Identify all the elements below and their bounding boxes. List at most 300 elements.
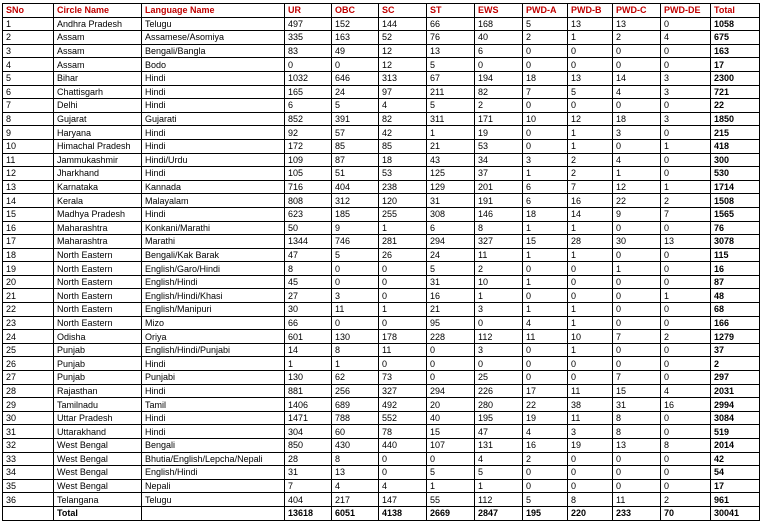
table-cell: 418 — [711, 139, 760, 153]
table-cell: 19 — [568, 439, 613, 453]
table-cell: West Bengal — [54, 466, 142, 480]
table-cell: West Bengal — [54, 452, 142, 466]
table-cell: 5 — [332, 248, 379, 262]
table-cell: 2300 — [711, 71, 760, 85]
table-cell: 76 — [711, 221, 760, 235]
table-cell: 0 — [661, 262, 711, 276]
total-cell — [142, 506, 285, 520]
table-cell: 87 — [332, 153, 379, 167]
table-row — [3, 235, 760, 249]
table-cell: 2 — [523, 31, 568, 45]
table-cell: 14 — [613, 71, 661, 85]
table-cell: Uttar Pradesh — [54, 411, 142, 425]
table-cell: 82 — [475, 85, 523, 99]
table-cell: 0 — [661, 167, 711, 181]
table-cell: 0 — [661, 343, 711, 357]
table-cell: Hindi/Urdu — [142, 153, 285, 167]
table-cell: 21 — [427, 139, 475, 153]
total-cell: 195 — [523, 506, 568, 520]
table-cell: 194 — [475, 71, 523, 85]
table-cell: 4 — [379, 479, 427, 493]
table-cell: 36 — [3, 493, 54, 507]
table-cell: 0 — [568, 58, 613, 72]
table-cell: 850 — [285, 439, 332, 453]
table-cell: North Eastern — [54, 275, 142, 289]
table-cell: 552 — [379, 411, 427, 425]
table-cell: 11 — [3, 153, 54, 167]
table-cell: 18 — [613, 112, 661, 126]
table-cell: 16 — [523, 439, 568, 453]
table-cell: 87 — [711, 275, 760, 289]
table-cell: 530 — [711, 167, 760, 181]
table-cell: 37 — [711, 343, 760, 357]
table-cell: 13 — [568, 17, 613, 31]
table-cell: 0 — [661, 153, 711, 167]
total-cell: 2847 — [475, 506, 523, 520]
table-cell: 13 — [613, 439, 661, 453]
column-header: PWD-A — [523, 4, 568, 18]
total-row — [3, 506, 760, 520]
table-cell: 2014 — [711, 439, 760, 453]
header-row — [3, 4, 760, 18]
table-cell: 297 — [711, 371, 760, 385]
table-cell: 0 — [523, 99, 568, 113]
table-cell: 0 — [661, 17, 711, 31]
table-cell: Delhi — [54, 99, 142, 113]
table-cell: 14 — [568, 207, 613, 221]
table-cell: 67 — [427, 71, 475, 85]
table-cell: 22 — [3, 303, 54, 317]
table-cell: 0 — [661, 479, 711, 493]
table-cell: 8 — [613, 411, 661, 425]
total-cell — [3, 506, 54, 520]
table-cell: 1 — [661, 289, 711, 303]
table-cell: 294 — [427, 384, 475, 398]
column-header: Total — [711, 4, 760, 18]
table-row — [3, 44, 760, 58]
table-cell: 125 — [427, 167, 475, 181]
table-cell: 5 — [3, 71, 54, 85]
table-cell: 4 — [523, 316, 568, 330]
table-cell: English/Manipuri — [142, 303, 285, 317]
table-cell: 7 — [613, 371, 661, 385]
table-cell: Telangana — [54, 493, 142, 507]
table-cell: 18 — [523, 71, 568, 85]
table-cell: 25 — [475, 371, 523, 385]
table-row — [3, 303, 760, 317]
table-cell: 4 — [332, 479, 379, 493]
table-cell: Bhutia/English/Lepcha/Nepali — [142, 452, 285, 466]
table-cell: 11 — [379, 343, 427, 357]
table-cell: 8 — [661, 439, 711, 453]
table-cell: 0 — [568, 289, 613, 303]
table-cell: 28 — [3, 384, 54, 398]
table-cell: English/Hindi — [142, 466, 285, 480]
table-cell: Hindi — [142, 207, 285, 221]
table-cell: Bodo — [142, 58, 285, 72]
table-cell: 60 — [332, 425, 379, 439]
table-cell: 20 — [3, 275, 54, 289]
table-cell: Karnataka — [54, 180, 142, 194]
table-cell: 1 — [568, 248, 613, 262]
table-row — [3, 139, 760, 153]
table-cell: 2 — [475, 262, 523, 276]
table-cell: 25 — [3, 343, 54, 357]
table-cell: 16 — [711, 262, 760, 276]
table-row — [3, 493, 760, 507]
table-row — [3, 289, 760, 303]
table-cell: North Eastern — [54, 303, 142, 317]
table-cell: 0 — [613, 452, 661, 466]
table-cell: 0 — [285, 58, 332, 72]
table-cell: 0 — [661, 126, 711, 140]
table-cell: 11 — [613, 493, 661, 507]
table-cell: Nepali — [142, 479, 285, 493]
table-cell: 76 — [427, 31, 475, 45]
table-cell: 746 — [332, 235, 379, 249]
table-cell: 6 — [427, 221, 475, 235]
table-cell: 10 — [475, 275, 523, 289]
table-cell: 12 — [379, 44, 427, 58]
table-cell: Malayalam — [142, 194, 285, 208]
table-cell: 255 — [379, 207, 427, 221]
table-cell: 3 — [475, 343, 523, 357]
table-cell: 1032 — [285, 71, 332, 85]
table-cell: 2 — [3, 31, 54, 45]
table-cell: 8 — [613, 425, 661, 439]
table-cell: 31 — [285, 466, 332, 480]
table-cell: 0 — [613, 248, 661, 262]
table-cell: 4 — [379, 99, 427, 113]
table-cell: 7 — [285, 479, 332, 493]
table-cell: 881 — [285, 384, 332, 398]
table-cell: 130 — [332, 330, 379, 344]
table-cell: 0 — [661, 452, 711, 466]
table-cell: 1 — [523, 275, 568, 289]
table-cell: 0 — [332, 262, 379, 276]
table-cell: 23 — [3, 316, 54, 330]
table-cell: English/Hindi/Punjabi — [142, 343, 285, 357]
table-cell: 191 — [475, 194, 523, 208]
table-cell: 211 — [427, 85, 475, 99]
table-cell: 808 — [285, 194, 332, 208]
table-row — [3, 439, 760, 453]
table-cell: 1406 — [285, 398, 332, 412]
table-cell: Assamese/Asomiya — [142, 31, 285, 45]
table-cell: Hindi — [142, 139, 285, 153]
table-cell: 78 — [379, 425, 427, 439]
table-cell: Jammukashmir — [54, 153, 142, 167]
table-cell: 24 — [3, 330, 54, 344]
table-cell: 15 — [613, 384, 661, 398]
table-cell: 238 — [379, 180, 427, 194]
table-cell: 17 — [3, 235, 54, 249]
table-cell: Gujarat — [54, 112, 142, 126]
table-cell: Bihar — [54, 71, 142, 85]
table-cell: 4 — [3, 58, 54, 72]
table-cell: 1279 — [711, 330, 760, 344]
column-header: OBC — [332, 4, 379, 18]
table-cell: Andhra Pradesh — [54, 17, 142, 31]
table-cell: Assam — [54, 31, 142, 45]
total-cell: 220 — [568, 506, 613, 520]
table-cell: Telugu — [142, 17, 285, 31]
table-cell: 1 — [427, 479, 475, 493]
table-cell: 10 — [568, 330, 613, 344]
table-cell: 0 — [475, 316, 523, 330]
table-cell: 28 — [285, 452, 332, 466]
table-cell: Bengali/Bangla — [142, 44, 285, 58]
table-cell: 0 — [661, 371, 711, 385]
table-cell: 178 — [379, 330, 427, 344]
table-cell: 83 — [285, 44, 332, 58]
table-cell: 16 — [568, 194, 613, 208]
table-cell: 623 — [285, 207, 332, 221]
table-cell: 3 — [613, 126, 661, 140]
column-header: PWD-DE — [661, 4, 711, 18]
table-cell: Konkani/Marathi — [142, 221, 285, 235]
table-cell: 12 — [379, 58, 427, 72]
total-cell: 6051 — [332, 506, 379, 520]
table-cell: 0 — [523, 139, 568, 153]
table-cell: Chattisgarh — [54, 85, 142, 99]
table-cell: 112 — [475, 330, 523, 344]
table-row — [3, 425, 760, 439]
total-cell: 4138 — [379, 506, 427, 520]
table-cell: 42 — [379, 126, 427, 140]
table-cell: 2 — [568, 167, 613, 181]
table-cell: 38 — [568, 398, 613, 412]
table-cell: 12 — [568, 112, 613, 126]
table-cell: Assam — [54, 58, 142, 72]
table-cell: 3 — [475, 303, 523, 317]
table-cell: 1 — [568, 303, 613, 317]
table-cell: 5 — [427, 99, 475, 113]
table-cell: 1 — [475, 289, 523, 303]
table-cell: 1 — [661, 180, 711, 194]
table-cell: 440 — [379, 439, 427, 453]
table-cell: 2 — [475, 99, 523, 113]
table-cell: 5 — [568, 85, 613, 99]
table-cell: 9 — [613, 207, 661, 221]
table-cell: 85 — [332, 139, 379, 153]
table-cell: 48 — [711, 289, 760, 303]
table-cell: 195 — [475, 411, 523, 425]
table-cell: 115 — [711, 248, 760, 262]
table-cell: 7 — [523, 85, 568, 99]
table-cell: 40 — [427, 411, 475, 425]
table-cell: 3 — [523, 153, 568, 167]
table-cell: Telugu — [142, 493, 285, 507]
table-row — [3, 248, 760, 262]
table-row — [3, 466, 760, 480]
table-cell: 30 — [3, 411, 54, 425]
table-cell: 21 — [427, 303, 475, 317]
table-cell: 961 — [711, 493, 760, 507]
table-cell: 50 — [285, 221, 332, 235]
table-cell: 4 — [523, 425, 568, 439]
table-cell: 2 — [568, 153, 613, 167]
table-cell: 404 — [332, 180, 379, 194]
table-cell: 7 — [3, 99, 54, 113]
table-cell: 1 — [568, 139, 613, 153]
table-cell: Hindi — [142, 384, 285, 398]
table-cell: Gujarati — [142, 112, 285, 126]
table-cell: 2031 — [711, 384, 760, 398]
table-cell: Oriya — [142, 330, 285, 344]
table-cell: 31 — [3, 425, 54, 439]
table-cell: Hindi — [142, 425, 285, 439]
table-cell: 0 — [613, 221, 661, 235]
table-cell: 37 — [475, 167, 523, 181]
table-row — [3, 275, 760, 289]
table-row — [3, 384, 760, 398]
total-cell: 30041 — [711, 506, 760, 520]
table-row — [3, 17, 760, 31]
table-row — [3, 357, 760, 371]
table-cell: 1 — [523, 248, 568, 262]
table-cell: 12 — [613, 180, 661, 194]
table-cell: 7 — [661, 207, 711, 221]
table-cell: 280 — [475, 398, 523, 412]
table-cell: 15 — [3, 207, 54, 221]
table-cell: 26 — [379, 248, 427, 262]
table-cell: 1850 — [711, 112, 760, 126]
table-cell: 0 — [613, 289, 661, 303]
table-cell: 47 — [285, 248, 332, 262]
table-row — [3, 452, 760, 466]
table-cell: 17 — [523, 384, 568, 398]
table-cell: Haryana — [54, 126, 142, 140]
table-cell: 47 — [475, 425, 523, 439]
table-cell: 3078 — [711, 235, 760, 249]
table-cell: 0 — [613, 58, 661, 72]
table-cell: 73 — [379, 371, 427, 385]
table-cell: 0 — [613, 139, 661, 153]
table-cell: 0 — [613, 479, 661, 493]
table-cell: 11 — [332, 303, 379, 317]
table-cell: Hindi — [142, 99, 285, 113]
table-cell: 17 — [711, 58, 760, 72]
table-cell: 18 — [523, 207, 568, 221]
column-header: SNo — [3, 4, 54, 18]
table-cell: 430 — [332, 439, 379, 453]
table-row — [3, 167, 760, 181]
table-cell: 4 — [613, 153, 661, 167]
table-cell: Bengali/Kak Barak — [142, 248, 285, 262]
table-cell: 0 — [568, 262, 613, 276]
table-cell: Punjab — [54, 357, 142, 371]
table-cell: 165 — [285, 85, 332, 99]
table-cell: 6 — [523, 194, 568, 208]
table-cell: 49 — [332, 44, 379, 58]
table-cell: 163 — [332, 31, 379, 45]
table-row — [3, 58, 760, 72]
table-cell: 13 — [568, 71, 613, 85]
table-cell: Hindi — [142, 126, 285, 140]
total-cell: 13618 — [285, 506, 332, 520]
table-cell: 0 — [523, 58, 568, 72]
table-cell: Mizo — [142, 316, 285, 330]
table-cell: 8 — [568, 493, 613, 507]
table-cell: 675 — [711, 31, 760, 45]
table-cell: 1565 — [711, 207, 760, 221]
table-cell: 28 — [568, 235, 613, 249]
table-row — [3, 371, 760, 385]
table-cell: 0 — [523, 479, 568, 493]
table-cell: 172 — [285, 139, 332, 153]
table-cell: North Eastern — [54, 248, 142, 262]
table-cell: 1508 — [711, 194, 760, 208]
table-row — [3, 343, 760, 357]
table-cell: 112 — [475, 493, 523, 507]
table-cell: Himachal Pradesh — [54, 139, 142, 153]
table-cell: 2 — [711, 357, 760, 371]
table-cell: 1 — [568, 31, 613, 45]
table-cell: 0 — [568, 357, 613, 371]
table-cell: 0 — [427, 357, 475, 371]
table-row — [3, 411, 760, 425]
table-cell: 519 — [711, 425, 760, 439]
table-cell: 2 — [661, 194, 711, 208]
table-cell: 1 — [285, 357, 332, 371]
table-cell: 10 — [3, 139, 54, 153]
table-cell: 5 — [427, 262, 475, 276]
table-cell: 0 — [475, 357, 523, 371]
table-cell: 0 — [379, 316, 427, 330]
table-cell: 11 — [475, 248, 523, 262]
table-cell: 2994 — [711, 398, 760, 412]
table-cell: 168 — [475, 17, 523, 31]
table-cell: 18 — [379, 153, 427, 167]
table-row — [3, 479, 760, 493]
table-cell: 0 — [332, 58, 379, 72]
table-cell: 3 — [661, 71, 711, 85]
column-header: UR — [285, 4, 332, 18]
table-row — [3, 71, 760, 85]
table-cell: 40 — [475, 31, 523, 45]
table-cell: 0 — [379, 275, 427, 289]
table-cell: 51 — [332, 167, 379, 181]
table-cell: 24 — [332, 85, 379, 99]
table-cell: 1 — [3, 17, 54, 31]
table-cell: Punjabi — [142, 371, 285, 385]
table-cell: 130 — [285, 371, 332, 385]
table-cell: Jharkhand — [54, 167, 142, 181]
table-cell: 18 — [3, 248, 54, 262]
table-cell: 0 — [427, 371, 475, 385]
table-cell: 185 — [332, 207, 379, 221]
table-cell: 1344 — [285, 235, 332, 249]
table-cell: 31 — [613, 398, 661, 412]
table-cell: 1 — [568, 126, 613, 140]
table-cell: 1 — [379, 221, 427, 235]
table-cell: 0 — [613, 316, 661, 330]
table-cell: 327 — [475, 235, 523, 249]
table-cell: 15 — [523, 235, 568, 249]
table-cell: 3 — [661, 112, 711, 126]
table-cell: 0 — [523, 357, 568, 371]
vacancy-table — [2, 3, 760, 521]
table-cell: 3 — [661, 85, 711, 99]
table-cell: Madhya Pradesh — [54, 207, 142, 221]
table-cell: 6 — [475, 44, 523, 58]
table-cell: 0 — [523, 343, 568, 357]
table-cell: 129 — [427, 180, 475, 194]
table-cell: 34 — [3, 466, 54, 480]
table-cell: 53 — [475, 139, 523, 153]
table-cell: 601 — [285, 330, 332, 344]
